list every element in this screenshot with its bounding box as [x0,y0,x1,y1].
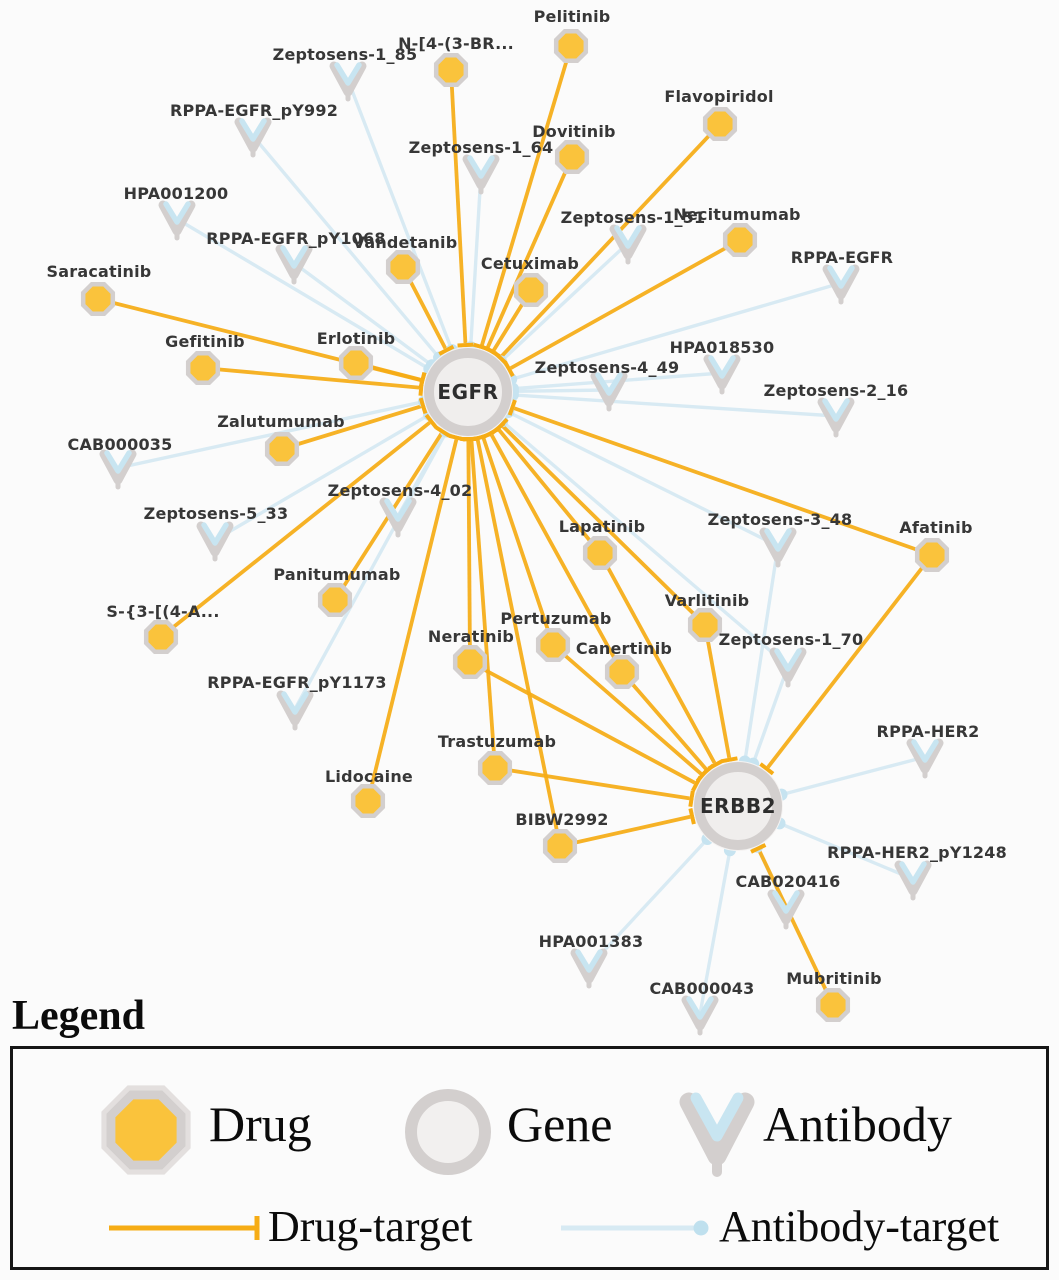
node-label-pertuzumab: Pertuzumab [500,609,612,628]
antibody-node-rppa_egfr_py1173[interactable] [281,694,309,728]
drug-node-pertuzumab[interactable] [538,630,568,660]
antibody-target-edge-sample [557,1211,721,1245]
drug-target-edge [495,768,690,798]
drug-target-edge [472,441,495,768]
node-label-mubritinib: Mubritinib [786,969,882,988]
drug-target-tee [463,438,479,439]
node-label-zeptosens_1_51: Zeptosens-1_51 [560,208,706,227]
gene-legend-icon [393,1077,503,1187]
antibody-node-cab020416[interactable] [772,893,800,927]
node-label-panitumumab: Panitumumab [273,565,401,584]
drug-node-n4_3br[interactable] [436,55,466,85]
drug-node-necitumumab[interactable] [725,225,755,255]
drug-node-afatinib[interactable] [917,540,947,570]
node-label-cab020416: CAB020416 [735,872,841,891]
node-label-hpa001200: HPA001200 [123,184,229,203]
node-label-erlotinib: Erlotinib [316,329,396,348]
node-label-cetuximab: Cetuximab [480,254,580,273]
node-label-rppa_egfr_py1068: RPPA-EGFR_pY1068 [206,229,386,248]
antibody-node-rppa_her2[interactable] [911,742,939,776]
node-label-cab000035: CAB000035 [67,435,173,454]
antibody-node-zeptosens_5_33[interactable] [201,525,229,559]
gene-node-erbb2[interactable] [695,763,781,849]
antibody-node-rppa_her2_py1248[interactable] [899,864,927,898]
node-label-lidocaine: Lidocaine [325,767,413,786]
node-label-zeptosens_1_64: Zeptosens-1_64 [408,138,554,157]
gene-node-egfr[interactable] [425,349,511,435]
drug-node-cetuximab[interactable] [516,275,546,305]
drug-node-dovitinib[interactable] [557,142,587,172]
node-label-saracatinib: Saracatinib [46,262,152,281]
node-label-gefitinib: Gefitinib [165,332,245,351]
drug-legend-icon [91,1075,201,1185]
node-label-afatinib: Afatinib [899,518,973,537]
drug-node-s3_4a[interactable] [146,622,176,652]
node-label-flavopiridol: Flavopiridol [664,87,774,106]
legend-gene-label: Gene [507,1096,613,1152]
drug-node-bibw2992[interactable] [545,831,575,861]
drug-node-lidocaine[interactable] [353,786,383,816]
legend-drug-target-label: Drug-target [268,1202,473,1251]
antibody-node-hpa018530[interactable] [708,358,736,392]
node-label-zalutumumab: Zalutumumab [217,412,345,431]
node-label-varlitinib: Varlitinib [664,591,750,610]
drug-target-edge [451,70,465,343]
antibody-legend-icon [665,1076,769,1180]
drug-node-pelitinib[interactable] [556,31,586,61]
antibody-target-edge [782,757,925,795]
legend-box [10,1046,1049,1270]
node-label-zeptosens_2_16: Zeptosens-2_16 [763,381,909,400]
node-label-zeptosens_4_49: Zeptosens-4_49 [534,358,680,377]
antibody-target-edge [471,173,481,347]
node-label-dovitinib: Dovitinib [532,122,616,141]
node-label-cab000043: CAB000043 [649,979,755,998]
drug-node-zalutumumab[interactable] [267,434,297,464]
node-label-rppa_egfr_py1173: RPPA-EGFR_pY1173 [207,673,387,692]
drug-node-varlitinib[interactable] [690,610,720,640]
node-label-zeptosens_1_85: Zeptosens-1_85 [272,45,418,64]
node-label-zeptosens_1_70: Zeptosens-1_70 [718,630,864,649]
antibody-node-zeptosens_1_85[interactable] [334,65,362,99]
antibody-node-hpa001383[interactable] [575,952,603,986]
drug-node-trastuzumab[interactable] [480,753,510,783]
drug-node-gefitinib[interactable] [188,353,218,383]
node-label-n4_3br: N-[4-(3-BR... [398,34,514,53]
drug-node-canertinib[interactable] [607,657,637,687]
node-label-neratinib: Neratinib [427,627,515,646]
node-label-pelitinib: Pelitinib [533,7,611,26]
node-label-s3_4a: S-{3-[(4-A... [106,602,220,621]
drug-node-vandetanib[interactable] [388,252,418,282]
node-label-zeptosens_4_02: Zeptosens-4_02 [327,481,473,500]
node-label-hpa018530: HPA018530 [669,338,775,357]
antibody-node-zeptosens_4_02[interactable] [384,501,412,535]
legend-title: Legend [12,993,146,1039]
drug-target-edge-sample [105,1211,277,1245]
gene-label-egfr: EGFR [437,380,499,404]
drug-node-saracatinib[interactable] [83,284,113,314]
antibody-node-zeptosens_1_64[interactable] [467,158,495,192]
node-label-rppa_egfr_py992: RPPA-EGFR_pY992 [169,101,339,120]
drug-node-flavopiridol[interactable] [705,109,735,139]
antibody-node-rppa_egfr[interactable] [827,268,855,302]
node-label-lapatinib: Lapatinib [558,517,646,536]
antibody-node-hpa001200[interactable] [163,204,191,238]
node-label-rppa_her2: RPPA-HER2 [876,722,980,741]
node-label-canertinib: Canertinib [575,639,673,658]
legend-drug-label: Drug [209,1096,312,1152]
drug-node-panitumumab[interactable] [320,585,350,615]
drug-node-erlotinib[interactable] [341,348,371,378]
drug-node-lapatinib[interactable] [585,538,615,568]
antibody-node-zeptosens_1_51[interactable] [614,228,642,262]
legend-antibody-label: Antibody [763,1096,952,1152]
antibody-node-cab000035[interactable] [104,453,132,487]
drug-node-mubritinib[interactable] [818,990,848,1020]
drug-target-tee [722,758,738,761]
node-label-rppa_egfr: RPPA-EGFR [790,248,894,267]
antibody-target-edge [513,390,609,391]
antibody-node-zeptosens_2_16[interactable] [822,401,850,435]
node-label-vandetanib: Vandetanib [352,233,458,252]
node-label-zeptosens_3_48: Zeptosens-3_48 [707,510,853,529]
gene-label-erbb2: ERBB2 [700,794,776,818]
node-label-bibw2992: BIBW2992 [515,810,609,829]
antibody-node-zeptosens_1_70[interactable] [774,651,802,685]
drug-target-tee [690,791,692,807]
drug-target-tee [458,345,474,346]
node-label-zeptosens_5_33: Zeptosens-5_33 [143,504,289,523]
antibody-node-zeptosens_3_48[interactable] [764,531,792,565]
node-label-hpa001383: HPA001383 [538,932,644,951]
drug-node-neratinib[interactable] [455,647,485,677]
node-label-necitumumab: Necitumumab [673,205,801,224]
node-label-trastuzumab: Trastuzumab [437,732,557,751]
antibody-node-rppa_egfr_py1068[interactable] [280,248,308,282]
antibody-node-cab000043[interactable] [686,999,714,1033]
node-label-rppa_her2_py1248: RPPA-HER2_pY1248 [827,843,1007,862]
legend-antibody-target-label: Antibody-target [719,1202,1000,1251]
